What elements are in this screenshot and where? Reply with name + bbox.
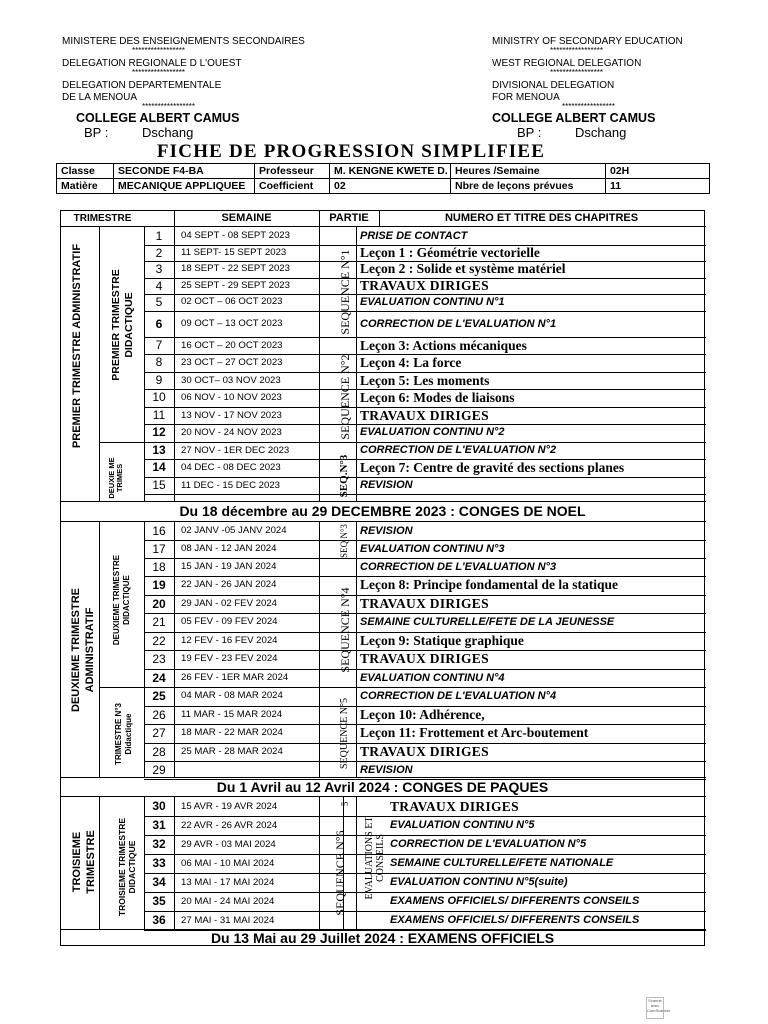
chapter-title: PRISE DE CONTACT xyxy=(360,230,468,242)
week-number: 28 xyxy=(152,744,166,759)
grid-hline xyxy=(99,687,144,688)
chapter-entry xyxy=(360,337,527,355)
chapter-title: CORRECTION DE L'EVALUATION N°1 xyxy=(360,317,557,330)
chapter-title: EVALUATION CONTINU N°5 xyxy=(390,819,535,831)
week-dates: 06 NOV - 10 NOV 2023 xyxy=(181,392,282,403)
page-title: FICHE DE PROGRESSION SIMPLIFIEE xyxy=(156,141,546,162)
school-name-right: COLLEGE ALBERT CAMUS xyxy=(492,111,656,125)
col-chapitres: NUMERO ET TITRE DES CHAPITRES xyxy=(444,212,639,224)
chapter-entry xyxy=(360,761,413,779)
bp-label: BP : xyxy=(84,125,109,140)
week-number: 29 xyxy=(152,763,166,777)
week-number: 26 xyxy=(152,707,166,722)
matiere-value: MECANIQUE APPLIQUEE xyxy=(114,179,255,194)
week-number: 17 xyxy=(152,542,166,556)
chapter-entry xyxy=(390,873,568,892)
chapter-title: : Frottement et Arc-boutement xyxy=(411,725,589,740)
stars: ***************** xyxy=(142,102,195,111)
chapter-entry xyxy=(390,854,613,873)
chapter-title: REVISION xyxy=(360,478,413,491)
region-en: WEST REGIONAL DELEGATION xyxy=(492,58,642,69)
chapter-entry xyxy=(360,724,588,743)
chapter-entry xyxy=(360,354,461,372)
week-dates: 18 MAR - 22 MAR 2024 xyxy=(181,727,283,738)
grid-hline xyxy=(99,442,144,443)
chapter-entry xyxy=(360,558,556,576)
week-number: 5 xyxy=(155,295,163,309)
school-name-left: COLLEGE ALBERT CAMUS xyxy=(76,111,240,125)
week-number: 34 xyxy=(152,875,166,889)
week-number: 9 xyxy=(155,372,163,387)
chapter-entry xyxy=(360,228,467,245)
lesson-label: Leçon 1 xyxy=(360,244,406,260)
week-dates: 16 OCT – 20 OCT 2023 xyxy=(181,339,283,351)
prof-value: M. KENGNE KWETE D. xyxy=(330,164,451,179)
stars: ***************** xyxy=(132,68,185,77)
prof-label: Professeur xyxy=(255,164,330,179)
chapter-entry xyxy=(360,294,505,311)
chapter-entry xyxy=(360,540,505,558)
week-number: 16 xyxy=(152,524,166,538)
chapter-title: : Modes de liaisons xyxy=(405,390,515,405)
week-number: 10 xyxy=(152,390,166,404)
lesson-label: Leçon 11 xyxy=(360,725,412,740)
label-eval: EVALUATIONS ET CONSEILS xyxy=(364,816,386,900)
chapter-title: : Adhérence, xyxy=(412,706,485,722)
chapter-title: : Les moments xyxy=(405,372,490,388)
label-seq3a: SEQ.N°3 xyxy=(338,454,350,498)
label-seq2: SEQUENCE N°2 xyxy=(338,354,352,440)
chapter-title: REVISION xyxy=(360,525,413,537)
week-number: 14 xyxy=(152,460,166,474)
grid-vline xyxy=(99,521,100,777)
grid-vline xyxy=(379,211,380,226)
chapter-title: : Solide et système matériel xyxy=(405,261,566,276)
classe-value: SECONDE F4-BA xyxy=(114,164,255,179)
week-number: 24 xyxy=(152,670,166,685)
week-number: 27 xyxy=(152,726,166,740)
week-number: 4 xyxy=(155,278,163,293)
grid-vline xyxy=(319,211,320,226)
chapter-entry xyxy=(360,372,489,390)
week-number: 22 xyxy=(152,633,166,648)
week-dates: 27 NOV - 1ER DEC 2023 xyxy=(181,444,290,456)
chapter-entry xyxy=(360,632,524,651)
chapter-entry xyxy=(390,911,639,930)
chapter-entry xyxy=(360,389,515,407)
label-t2-small: DEUXIE ME TRIMES xyxy=(107,457,124,499)
week-dates: 25 SEPT - 29 SEPT 2023 xyxy=(181,279,290,291)
week-dates: 11 DEC - 15 DEC 2023 xyxy=(181,479,281,491)
bp-value: Dschang xyxy=(142,125,194,140)
chapter-entry xyxy=(360,424,505,442)
division-en-2: FOR MENOUA xyxy=(492,92,560,103)
week-dates: 19 FEV - 23 FEV 2024 xyxy=(181,653,278,664)
week-dates: 29 AVR - 03 MAI 2024 xyxy=(181,839,276,850)
heures-label: Heures /Semaine xyxy=(451,164,606,179)
chapter-entry xyxy=(360,613,614,632)
grid-vline xyxy=(174,521,175,777)
lesson-label: Leçon 4 xyxy=(360,355,406,370)
lesson-label: Leçon 10 xyxy=(360,706,413,722)
week-dates: 20 NOV - 24 NOV 2023 xyxy=(181,427,282,438)
grid-hline xyxy=(61,226,706,227)
lesson-label: Leçon 2 xyxy=(360,261,406,276)
lesson-label: Leçon 7 xyxy=(360,460,406,475)
ministry-fr: MINISTERE DES ENSEIGNEMENTS SECONDAIRES xyxy=(62,36,305,47)
week-dates: 12 FEV - 16 FEV 2024 xyxy=(181,634,278,646)
week-number: 19 xyxy=(152,578,166,592)
week-dates: 13 MAI - 17 MAI 2024 xyxy=(181,877,275,888)
label-t2-admin: DEUXIEME TRIMESTRE ADMINISTRATIF xyxy=(70,587,96,713)
week-number: 6 xyxy=(155,316,163,331)
week-number: 13 xyxy=(152,442,166,457)
week-dates: 26 FEV - 1ER MAR 2024 xyxy=(181,671,289,683)
week-number: 21 xyxy=(152,615,166,629)
week-number: 31 xyxy=(152,818,166,832)
week-dates: 22 AVR - 26 AVR 2024 xyxy=(181,820,278,831)
week-number: 7 xyxy=(155,337,163,352)
division-en: DIVISIONAL DELEGATION xyxy=(492,80,615,91)
grid-hline xyxy=(144,761,706,762)
chapter-title: CORRECTION DE L'EVALUATION N°2 xyxy=(360,443,557,456)
division-fr: DELEGATION DEPARTEMENTALE xyxy=(62,80,222,91)
chapter-title: CORRECTION DE L'EVALUATION N°5 xyxy=(390,838,587,850)
stars: ***************** xyxy=(550,46,603,55)
chapter-title: EVALUATION CONTINU N°1 xyxy=(360,296,505,308)
coef-label: Coefficient xyxy=(255,179,330,194)
lecons-label: Nbre de leçons prévues xyxy=(451,179,606,194)
week-number: 23 xyxy=(152,652,166,666)
chapter-entry xyxy=(390,816,535,835)
week-number: 12 xyxy=(152,425,166,439)
week-dates: 06 MAI - 10 MAI 2024 xyxy=(181,858,275,869)
header-right xyxy=(492,36,683,110)
chapter-title: : Statique graphique xyxy=(405,632,524,648)
week-dates: 23 OCT – 27 OCT 2023 xyxy=(181,357,283,368)
label-t1-admin: PREMIER TRIMESTRE ADMINISTRATIF xyxy=(71,243,83,449)
bp-value: Dschang xyxy=(575,125,627,140)
label-seq1: SEQUENCE N°1 xyxy=(338,249,352,335)
chapter-entry xyxy=(390,797,519,816)
chapter-entry xyxy=(360,650,489,669)
week-dates: 08 JAN - 12 JAN 2024 xyxy=(181,543,277,554)
lesson-label: Leçon 3 xyxy=(360,337,406,353)
band-noel: Du 18 décembre au 29 DECEMBRE 2023 : CONGES DE NOEL xyxy=(179,503,586,519)
chapter-title: REVISION xyxy=(360,764,413,776)
stars: ***************** xyxy=(562,102,615,111)
week-number: 3 xyxy=(155,262,163,276)
label-seq4: SEQUENCE N°4 xyxy=(338,587,352,673)
chapter-title: TRAVAUX DIRIGES xyxy=(360,277,489,293)
week-dates: 04 MAR - 08 MAR 2024 xyxy=(181,690,283,701)
chapter-entry xyxy=(360,442,556,460)
week-dates: 13 NOV - 17 NOV 2023 xyxy=(181,409,282,421)
progression-table xyxy=(60,210,705,946)
week-number: 18 xyxy=(152,560,166,574)
chapter-title: TRAVAUX DIRIGES xyxy=(360,743,489,759)
chapter-title: TRAVAUX DIRIGES xyxy=(360,595,489,611)
chapter-title: CORRECTION DE L'EVALUATION N°4 xyxy=(360,690,557,702)
grid-vline xyxy=(319,521,320,777)
chapter-entry xyxy=(360,245,540,262)
ministry-en: MINISTRY OF SECONDARY EDUCATION xyxy=(492,36,683,47)
division-fr-2: DE LA MENOUA xyxy=(62,92,138,103)
label-t3-small: TRIMESTRE N°3 Didactique xyxy=(114,703,133,765)
week-dates: 02 JANV -05 JANV 2024 xyxy=(181,525,287,536)
chapter-title: EXAMENS OFFICIELS/ DIFFERENTS CONSEILS xyxy=(390,895,640,907)
chapter-entry xyxy=(360,477,413,495)
week-number: 30 xyxy=(152,799,166,813)
scanner-logo: Scanné avec CamScanner xyxy=(646,997,664,1019)
chapter-title: : Géométrie vectorielle xyxy=(405,244,540,260)
chapter-entry xyxy=(390,892,639,911)
week-dates: 27 MAI - 31 MAI 2024 xyxy=(181,915,275,926)
chapter-title: EVALUATION CONTINU N°3 xyxy=(360,543,505,555)
week-dates: 18 SEPT - 22 SEPT 2023 xyxy=(181,263,290,274)
chapter-title: : Principe fondamental de la statique xyxy=(405,577,618,592)
chapter-entry xyxy=(360,706,485,725)
week-number: 8 xyxy=(155,355,163,369)
week-number: 32 xyxy=(152,837,166,851)
header-left xyxy=(62,36,305,110)
week-dates: 29 JAN - 02 FEV 2024 xyxy=(181,597,277,609)
label-t3-didac: TROISIEME TRIMESTRE DIDACTIQUE xyxy=(117,817,137,917)
week-dates: 02 OCT – 06 OCT 2023 xyxy=(181,296,283,307)
chapter-title: CORRECTION DE L'EVALUATION N°3 xyxy=(360,561,557,573)
label-seq5b: 5 xyxy=(340,801,350,807)
week-dates: 25 MAR - 28 MAR 2024 xyxy=(181,745,283,757)
bp-right xyxy=(517,125,626,140)
chapter-title: : Centre de gravité des sections planes xyxy=(405,460,625,475)
chapter-title: TRAVAUX DIRIGES xyxy=(360,651,489,666)
bp-label: BP : xyxy=(517,125,542,140)
chapter-entry xyxy=(360,311,556,337)
week-number: 33 xyxy=(152,856,166,870)
chapter-entry xyxy=(360,522,413,540)
chapter-title: TRAVAUX DIRIGES xyxy=(360,407,489,423)
coef-value: 02 xyxy=(330,179,451,194)
band-examens: Du 13 Mai au 29 Juillet 2024 : EXAMENS OFFICIELS xyxy=(210,930,555,946)
classe-label: Classe xyxy=(57,164,114,179)
chapter-entry xyxy=(360,576,618,595)
week-number: 25 xyxy=(152,689,166,703)
matiere-label: Matière xyxy=(57,179,114,194)
week-dates: 09 OCT – 13 OCT 2023 xyxy=(181,317,283,329)
chapter-entry xyxy=(360,595,489,614)
chapter-entry xyxy=(360,669,505,688)
lecons-value: 11 xyxy=(606,179,710,194)
chapter-title: EVALUATION CONTINU N°4 xyxy=(360,671,505,684)
week-number: 36 xyxy=(152,913,166,927)
info-table xyxy=(56,163,710,194)
chapter-title: TRAVAUX DIRIGES xyxy=(390,799,519,814)
bp-left xyxy=(84,125,193,140)
grid-vline xyxy=(99,226,100,501)
stars: ***************** xyxy=(550,68,603,77)
chapter-entry xyxy=(360,743,489,762)
col-trimestre: TRIMESTRE xyxy=(73,213,132,224)
week-dates: 05 FEV - 09 FEV 2024 xyxy=(181,616,278,627)
chapter-entry xyxy=(360,407,489,425)
week-dates: 15 AVR - 19 AVR 2024 xyxy=(181,801,278,812)
chapter-title: EXAMENS OFFICIELS/ DIFFERENTS CONSEILS xyxy=(390,914,640,926)
chapter-entry xyxy=(360,261,565,278)
week-number: 2 xyxy=(155,245,163,260)
lesson-label: Leçon 5 xyxy=(360,372,406,388)
lesson-label: Leçon 9 xyxy=(360,632,406,648)
week-dates: 15 JAN - 19 JAN 2024 xyxy=(181,561,277,572)
grid-vline xyxy=(356,521,357,777)
grid-vline xyxy=(174,211,175,226)
chapter-title: EVALUATION CONTINU N°2 xyxy=(360,426,505,438)
lesson-label: Leçon 6 xyxy=(360,390,406,405)
lesson-label: Leçon 8 xyxy=(360,577,406,592)
label-t3-admin: TROISIEME TRIMESTRE xyxy=(71,830,97,894)
chapter-title: SEMAINE CULTURELLE/FETE NATIONALE xyxy=(390,857,614,869)
label-t1-didac: PREMIER TRIMESTRE DIDACTIQUE xyxy=(110,269,135,381)
label-seq3b: SEQ N°3 xyxy=(339,524,349,558)
week-dates: 22 JAN - 26 JAN 2024 xyxy=(181,579,277,590)
week-number: 15 xyxy=(152,477,166,492)
grid-hline xyxy=(144,494,706,495)
col-partie: PARTIE xyxy=(329,212,369,224)
chapter-entry xyxy=(360,459,624,477)
band-paques: Du 1 Avril au 12 Avril 2024 : CONGES DE PAQUES xyxy=(216,779,549,795)
week-dates: 30 OCT– 03 NOV 2023 xyxy=(181,374,281,386)
week-number: 11 xyxy=(152,407,166,422)
week-dates: 11 MAR - 15 MAR 2024 xyxy=(181,708,283,720)
label-seq5: SEQUENCE N°5 xyxy=(339,698,350,769)
chapter-entry xyxy=(390,835,586,854)
chapter-entry xyxy=(360,278,489,295)
chapter-title: : La force xyxy=(405,355,462,370)
label-t2-didac: DEUXIEME TRIMESTRE DIDACTIQUE xyxy=(112,554,131,646)
chapter-entry xyxy=(360,687,556,706)
week-number: 20 xyxy=(152,596,166,611)
region-fr: DELEGATION REGIONALE D L'OUEST xyxy=(62,58,242,69)
week-dates: 11 SEPT- 15 SEPT 2023 xyxy=(181,246,287,258)
label-seq6: SEQUENCE N°6 xyxy=(333,830,347,916)
chapter-title: : Actions mécaniques xyxy=(405,337,527,353)
col-semaine: SEMAINE xyxy=(221,212,272,224)
chapter-title: EVALUATION CONTINU N°5(suite) xyxy=(390,876,568,888)
week-number: 1 xyxy=(155,229,163,243)
week-dates: 04 DEC - 08 DEC 2023 xyxy=(181,462,281,473)
heures-value: 02H xyxy=(606,164,710,179)
week-dates: 20 MAI - 24 MAI 2024 xyxy=(181,896,275,907)
week-dates: 04 SEPT - 08 SEPT 2023 xyxy=(181,230,290,241)
week-number: 35 xyxy=(152,894,166,908)
chapter-title: SEMAINE CULTURELLE/FETE DE LA JEUNESSE xyxy=(360,616,615,628)
stars: ***************** xyxy=(132,46,185,55)
